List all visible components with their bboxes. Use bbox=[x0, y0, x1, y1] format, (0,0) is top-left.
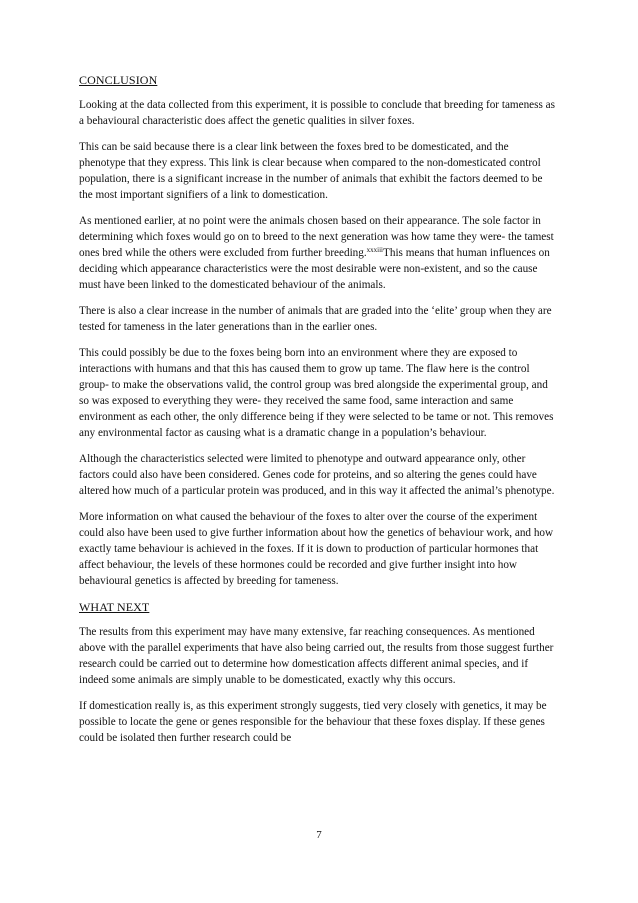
what-next-heading: WHAT NEXT bbox=[79, 600, 150, 614]
conclusion-paragraph-1: Looking at the data collected from this experiment, it is possible to conclude that breeding for tameness as a behavioural characteristic does affect the genetic qualities in silver foxes. bbox=[79, 99, 555, 127]
what-next-paragraph-2: If domestication really is, as this experiment strongly suggests, tied very closely with genetics, it may be possible to locate the gene or genes responsible for the behaviour that these foxes display. If these genes could be isolated then further research could be bbox=[79, 700, 547, 744]
conclusion-paragraph-7: More information on what caused the behaviour of the foxes to alter over the course of the experiment could also have been used to give further information about how the genetics of behaviour work, and how exactly tame behaviour is achieved in the foxes. If it is down to production of particular hormones that affect behaviour, the levels of these hormones could be recorded and give further insight into how behavioural genetics is affected by breeding for tameness. bbox=[79, 511, 554, 587]
conclusion-paragraph-5: This could possibly be due to the foxes being born into an environment where they are exposed to interactions with humans and that this has caused them to grow up tame. The flaw here is the control group- to make the observations valid, the control group was bred alongside the experimental group, and so was exposed to everything they were- they received the same food, same interaction and same environment as each other, the only difference being if they were selected to be tame or not. This removes any environmental factor as causing what is a dramatic change in a population’s behaviour. bbox=[79, 347, 554, 439]
citation-reference: xxxiii bbox=[366, 246, 384, 254]
what-next-paragraph-1: The results from this experiment may have many extensive, far reaching consequences. As mentioned above with the parallel experiments that have also being carried out, the results from those suggest further research could be carried out to determine how domestication affects different animal species, and if indeed some animals are simply unable to be domesticated, exactly why this occurs. bbox=[79, 626, 554, 686]
conclusion-paragraph-4: There is also a clear increase in the number of animals that are graded into the ‘elite’ group when they are tested for tameness in the later generations than in the earlier ones. bbox=[79, 305, 552, 333]
conclusion-paragraph-6: Although the characteristics selected were limited to phenotype and outward appearance only, other factors could also have been considered. Genes code for proteins, and so altering the genes could have altered how much of a particular protein was produced, and in this way it affected the animal’s phenotype. bbox=[79, 453, 555, 497]
page-number: 7 bbox=[316, 829, 322, 841]
document-page bbox=[79, 72, 557, 756]
conclusion-paragraph-3 bbox=[79, 213, 557, 293]
conclusion-paragraph-3-text-a: As mentioned earlier, at no point were the animals chosen based on their appearance. The sole factor in determining which foxes would go on to breed to the next generation was how tame they were- the tamest ones bred while the others were excluded from further breeding. bbox=[79, 215, 554, 259]
conclusion-heading: CONCLUSION bbox=[79, 73, 158, 87]
conclusion-paragraph-3-text-b: This means that human influences on deciding which appearance characteristics were the most desirable were non-existent, and so the cause must have been linked to the domesticated behaviour of the animals. bbox=[79, 247, 550, 291]
conclusion-paragraph-2: This can be said because there is a clear link between the foxes bred to be domesticated, and the phenotype that they express. This link is clear because when compared to the non-domesticated control population, there is a significant increase in the number of animals that exhibit the factors deemed to be the most important signifiers of a link to domestication. bbox=[79, 141, 543, 201]
